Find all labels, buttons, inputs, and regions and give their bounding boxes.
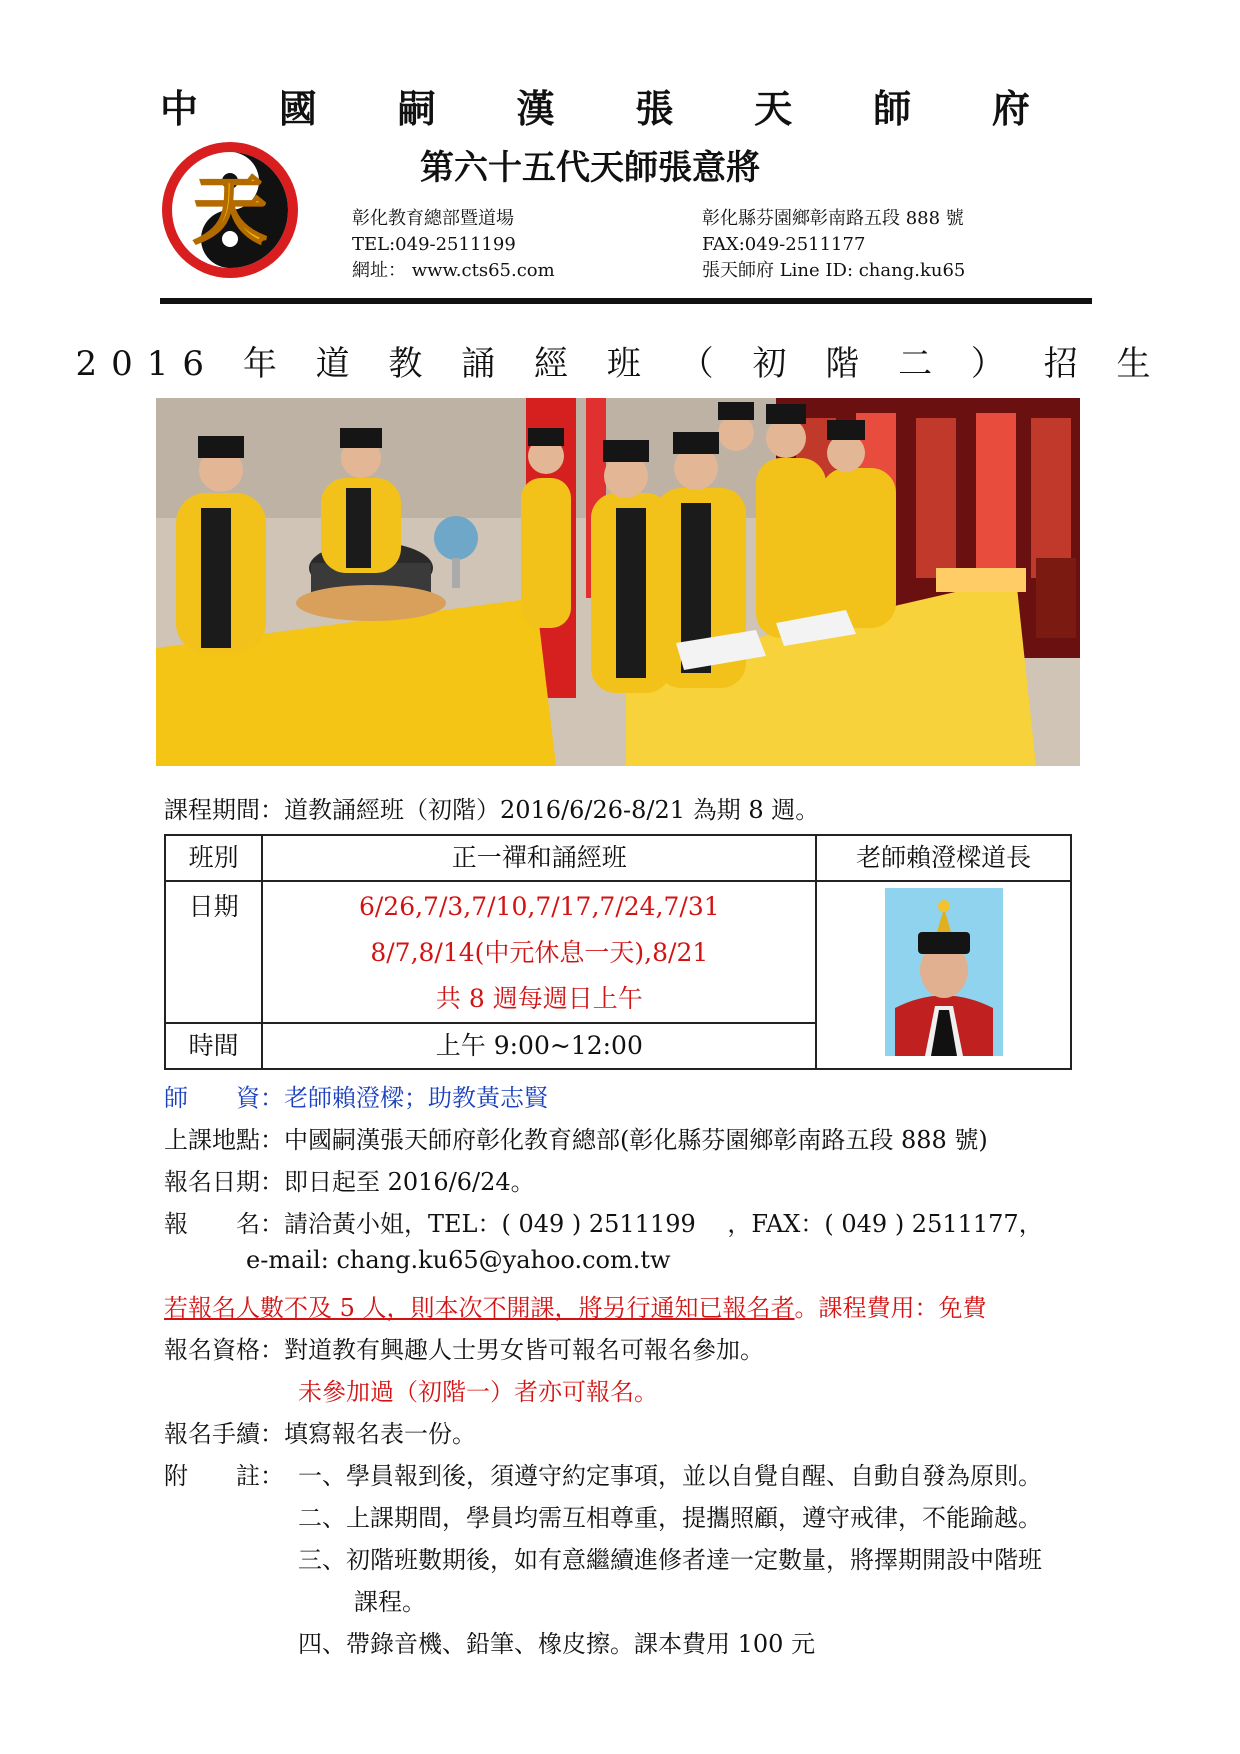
- contact-line: 彰化縣芬園鄉彰南路五段 888 號: [702, 208, 964, 229]
- qualification-note: 未參加過（初階一）者亦可報名。: [298, 1378, 658, 1406]
- date-label: 日期: [165, 881, 262, 1023]
- note-item: 一、學員報到後，須遵守約定事項，並以自覺自醒、自動自發為原則。: [298, 1462, 1042, 1490]
- date-line: 6/26,7/3,7/10,7/17,7/24,7/31: [358, 892, 720, 921]
- note-item: 三、初階班數期後，如有意繼續進修者達一定數量，將擇期開設中階班: [298, 1546, 1042, 1574]
- title-char: 府: [991, 87, 1030, 131]
- contact-right: [702, 206, 965, 284]
- document-title: 2016 年 道 教 誦 經 班 （ 初 階 二 ） 招 生: [75, 344, 1165, 384]
- ceremony-photo: [156, 398, 1080, 766]
- course-period: 課程期間：道教誦經班（初階）2016/6/26-8/21 為期 8 週。: [164, 796, 820, 824]
- note-item: 四、帶錄音機、鉛筆、橡皮擦。課本費用 100 元: [298, 1630, 816, 1658]
- notes-label: 附 註：: [164, 1462, 284, 1490]
- date-line: 共 8 週每週日上午: [435, 984, 643, 1013]
- time-label: 時間: [165, 1023, 262, 1069]
- header-divider: [160, 298, 1092, 304]
- date-cell: [262, 881, 816, 1023]
- signup-contact-line: 報 名：請洽黃小姐，TEL：( 049 ) 2511199 ，FAX：( 049 ) 2511177，: [164, 1210, 1043, 1238]
- logo-char: 天: [193, 168, 267, 254]
- teacher-line: [164, 1078, 548, 1113]
- date-line: 8/7,8/14(中元休息一天),8/21: [370, 938, 709, 967]
- location-line: 上課地點：中國嗣漢張天師府彰化教育總部(彰化縣芬園鄉彰南路五段 888 號): [164, 1126, 988, 1154]
- procedure-line: 報名手續：填寫報名表一份。: [164, 1420, 476, 1448]
- title-char: 漢: [516, 87, 555, 131]
- contact-line: TEL:049-2511199: [352, 234, 516, 255]
- notice-line: [164, 1288, 987, 1323]
- minimum-enrollment-notice: 若報名人數不及 5 人，則本次不開課，將另行通知已報名者: [164, 1294, 795, 1322]
- teacher-portrait: [885, 888, 1003, 1056]
- fee-notice: 。課程費用：免費: [794, 1294, 987, 1322]
- signup-date-line: 報名日期：即日起至 2016/6/24。: [164, 1168, 535, 1196]
- teacher-value: 老師賴澄樑；助教黃志賢: [284, 1084, 548, 1112]
- teacher-photo-cell: [816, 881, 1071, 1069]
- title-char: 國: [278, 87, 317, 131]
- table-header-cell: 老師賴澄樑道長: [816, 835, 1071, 881]
- table-row: [165, 835, 1071, 881]
- teacher-label: 師 資：: [164, 1084, 284, 1112]
- header-subtitle: 第六十五代天師張意將: [420, 148, 760, 188]
- contact-line: FAX:049-2511177: [702, 234, 866, 255]
- title-char: 天: [754, 87, 793, 131]
- time-cell: 上午 9:00~12:00: [262, 1023, 816, 1069]
- qualification-line: 報名資格：對道教有興趣人士男女皆可報名可報名參加。: [164, 1336, 764, 1364]
- title-char: 張: [635, 87, 674, 131]
- table-header-cell: 正一禪和誦經班: [262, 835, 816, 881]
- note-item-continued: 課程。: [354, 1588, 426, 1616]
- note-item: 二、上課期間，學員均需互相尊重，提攜照顧，遵守戒律，不能踰越。: [298, 1504, 1042, 1532]
- schedule-table: [164, 834, 1072, 1070]
- header-title: [160, 78, 1030, 133]
- contact-line: 張天師府 Line ID: chang.ku65: [702, 260, 966, 281]
- taiji-logo-icon: [160, 140, 300, 280]
- email-line: e-mail: chang.ku65@yahoo.com.tw: [246, 1246, 671, 1274]
- title-char: 嗣: [397, 87, 436, 131]
- contact-line: 彰化教育總部暨道場: [352, 208, 514, 229]
- title-char: 中: [160, 87, 199, 131]
- contact-left: [352, 206, 555, 284]
- table-row: [165, 881, 1071, 1023]
- table-header-cell: 班別: [165, 835, 262, 881]
- title-char: 師: [873, 87, 912, 131]
- contact-line: 網址： www.cts65.com: [352, 260, 555, 281]
